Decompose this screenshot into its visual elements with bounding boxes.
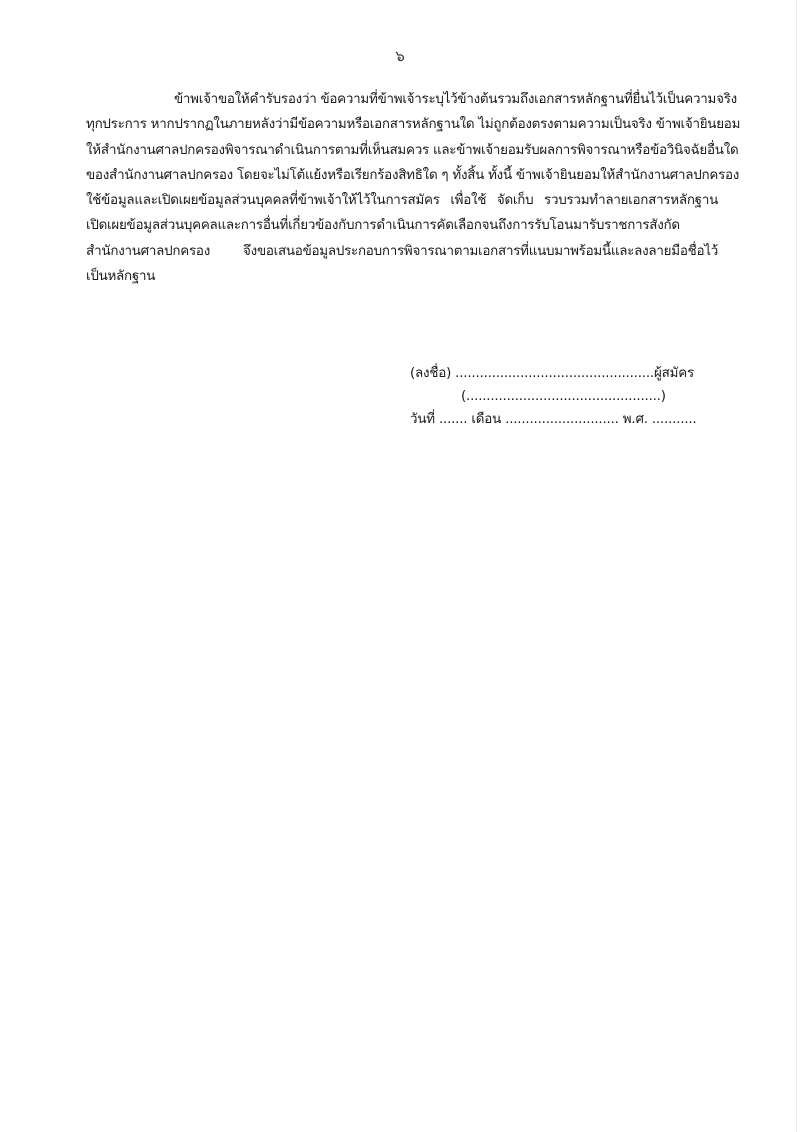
paragraph-line: ทุกประการ หากปรากฏในภายหลังว่ามีข้อความหรือเอกสารหลักฐานใด ไม่ถูกต้องตรงตามความเป็นจริง ข้าพเจ้ายินยอม [86,117,741,133]
date-line: วันที่ ....... เดือน ............................ พ.ศ. ........... [410,412,697,427]
paragraph-line: สำนักงานศาลปกครอง จึงขอเสนอข้อมูลประกอบการพิจารณาตามเอกสารที่แนบมาพร้อมนี้และลงลายมือชื่อไว้ [86,243,718,259]
paragraph-line: ใช้ข้อมูลและเปิดเผยข้อมูลส่วนบุคคลที่ข้าพเจ้าให้ไว้ในการสมัคร เพื่อใช้ จัดเก็บ รวบรวมทำลายเอกสารหลักฐาน [86,193,718,209]
paragraph-line: เป็นหลักฐาน [86,269,156,285]
page-number: ๖ [395,47,405,65]
paragraph-line: ของสำนักงานศาลปกครอง โดยจะไม่โต้แย้งหรือเรียกร้องสิทธิใด ๆ ทั้งสิ้น ทั้งนี้ ข้าพเจ้ายินยอมให้สำนักงานศาลปกครอง [86,167,740,183]
paragraph-line: เปิดเผยข้อมูลส่วนบุคคลและการอื่นที่เกี่ยวข้องกับการดำเนินการคัดเลือกจนถึงการรับโอนมารับราชการสังกัด [86,218,680,234]
paragraph-line: ข้าพเจ้าขอให้คำรับรองว่า ข้อความที่ข้าพเจ้าระบุไว้ข้างต้นรวมถึงเอกสารหลักฐานที่ยื่นไว้เป็นความจริง [174,92,737,107]
scan-edge-line [796,0,797,1132]
certification-paragraph [86,87,741,289]
printed-name-line: (................................................) [461,389,666,404]
paragraph-line: ให้สำนักงานศาลปกครองพิจารณาดำเนินการตามที่เห็นสมควร และข้าพเจ้ายอมรับผลการพิจารณาหรือข้อวินิจฉัยอื่นใด [86,142,739,158]
signature-block [410,362,697,431]
signature-line: (ลงชื่อ) .................................................ผู้สมัคร [410,366,694,381]
